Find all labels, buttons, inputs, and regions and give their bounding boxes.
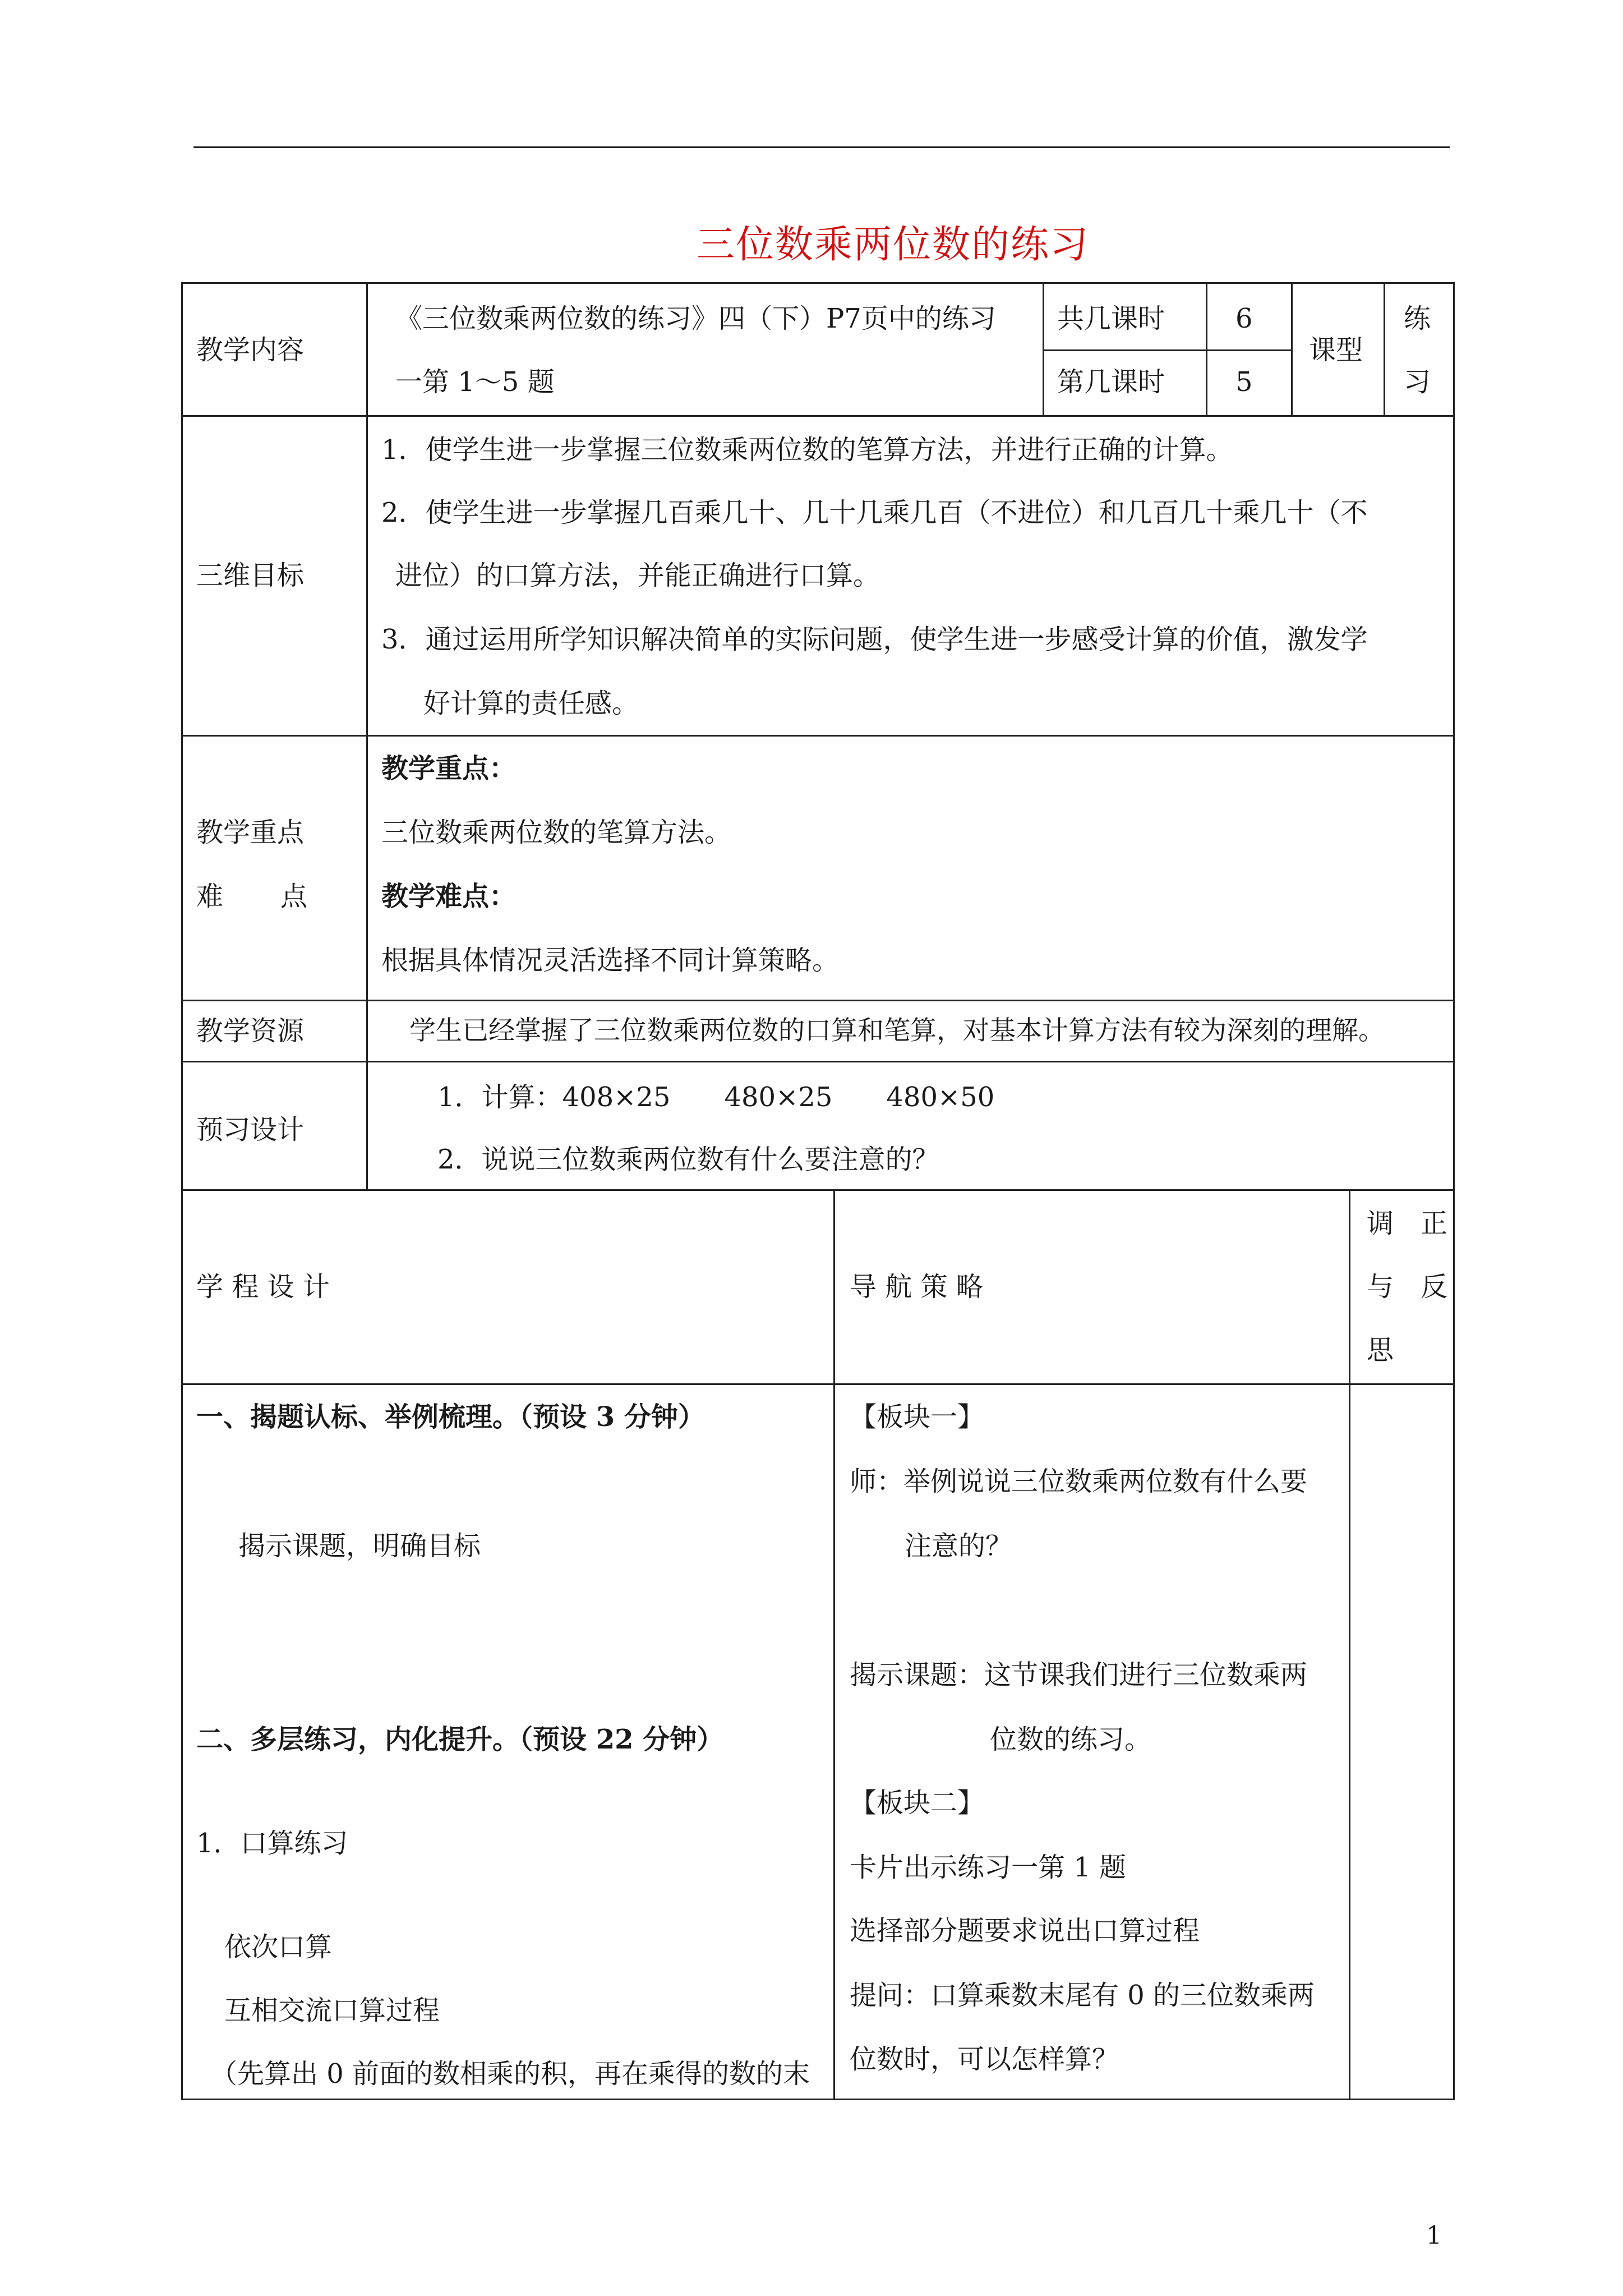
select-exercise: 选择部分题要求说出口算过程 xyxy=(850,1915,1200,1947)
question-line1: 提问：口算乘数末尾有 0 的三位数乘两 xyxy=(850,1980,1315,2011)
content-label: 教学内容 xyxy=(196,334,305,366)
difficulty-text: 根据具体情况灵活选择不同计算策略。 xyxy=(381,945,840,976)
key-point-heading: 教学重点： xyxy=(381,753,517,784)
block-2-heading: 【板块二】 xyxy=(850,1787,985,1819)
block-1-heading: 【板块一】 xyxy=(850,1401,985,1433)
goal-line-2: 2．使学生进一步掌握几百乘几十、几十几乘几百（不进位）和几百几十乘几十（不 xyxy=(381,497,1368,528)
oral-step-3: （先算出 0 前面的数相乘的积，再在乘得的数的末 xyxy=(210,2058,810,2090)
goal-line-5: 好计算的责任感。 xyxy=(423,688,639,719)
type-label: 课型 xyxy=(1309,334,1363,366)
total-periods-value: 6 xyxy=(1235,303,1253,334)
teacher-prompt-line2: 注意的？ xyxy=(905,1530,1013,1562)
preview-label: 预习设计 xyxy=(196,1114,305,1145)
content-text-line1: 《三位数乘两位数的练习》四（下）P7页中的练习 xyxy=(395,303,996,334)
question-line2: 位数时，可以怎样算？ xyxy=(850,2044,1119,2075)
process-notes-cell xyxy=(1349,1383,1455,2100)
process-header-col3-line3: 思 xyxy=(1367,1335,1394,1366)
process-header-col3-line1: 调 正 xyxy=(1367,1208,1448,1239)
goal-line-3: 进位）的口算方法，并能正确进行口算。 xyxy=(395,560,880,591)
oral-step-2: 互相交流口算过程 xyxy=(224,1995,440,2026)
section-2-heading: 二、多层练习，内化提升。（预设 22 分钟） xyxy=(196,1724,724,1755)
goal-line-1: 1．使学生进一步掌握三位数乘两位数的笔算方法，并进行正确的计算。 xyxy=(381,434,1233,466)
key-points-label-2b: 点 xyxy=(280,881,308,912)
oral-step-1: 依次口算 xyxy=(224,1931,333,1963)
key-point-text: 三位数乘两位数的笔算方法。 xyxy=(381,817,732,848)
key-points-label-1: 教学重点 xyxy=(196,817,305,848)
resources-text: 学生已经掌握了三位数乘两位数的口算和笔算，对基本计算方法有较为深刻的理解。 xyxy=(409,1015,1385,1046)
page-title: 三位数乘两位数的练习 xyxy=(696,223,1089,267)
goal-line-4: 3．通过运用所学知识解决简单的实际问题，使学生进一步感受计算的价值，激发学 xyxy=(381,624,1368,655)
resources-label: 教学资源 xyxy=(196,1015,305,1047)
preview-line-2: 2．说说三位数乘两位数有什么要注意的？ xyxy=(437,1144,939,1175)
reveal-topic-line2: 位数的练习。 xyxy=(990,1724,1152,1755)
reveal-goal: 揭示课题，明确目标 xyxy=(238,1530,481,1562)
header-rule xyxy=(193,146,1450,148)
card-exercise: 卡片出示练习一第 1 题 xyxy=(850,1852,1127,1883)
process-header-col1: 学 程 设 计 xyxy=(196,1271,330,1303)
process-header-col3-line2: 与 反 xyxy=(1367,1271,1448,1303)
current-period-value: 5 xyxy=(1235,366,1253,398)
type-value-2: 习 xyxy=(1404,366,1431,398)
page-number: 1 xyxy=(1426,2221,1442,2250)
oral-practice-item: 1．口算练习 xyxy=(196,1828,348,1859)
difficulty-heading: 教学难点： xyxy=(381,881,517,912)
content-text-line2: 一第 1～5 题 xyxy=(395,366,555,398)
reveal-topic-line1: 揭示课题：这节课我们进行三位数乘两 xyxy=(850,1659,1308,1691)
preview-line-1: 1．计算：408×25 480×25 480×50 xyxy=(437,1082,995,1113)
type-value-1: 练 xyxy=(1404,303,1431,334)
key-points-label-cell xyxy=(181,735,368,1001)
teacher-prompt-line1: 师：举例说说三位数乘两位数有什么要 xyxy=(850,1466,1308,1497)
key-points-label-2a: 难 xyxy=(196,881,224,912)
section-1-heading: 一、揭题认标、举例梳理。（预设 3 分钟） xyxy=(196,1401,705,1433)
total-periods-label: 共几课时 xyxy=(1057,303,1165,334)
goals-label: 三维目标 xyxy=(196,560,305,591)
process-header-col2: 导 航 策 略 xyxy=(850,1271,983,1303)
current-period-label: 第几课时 xyxy=(1057,366,1165,398)
